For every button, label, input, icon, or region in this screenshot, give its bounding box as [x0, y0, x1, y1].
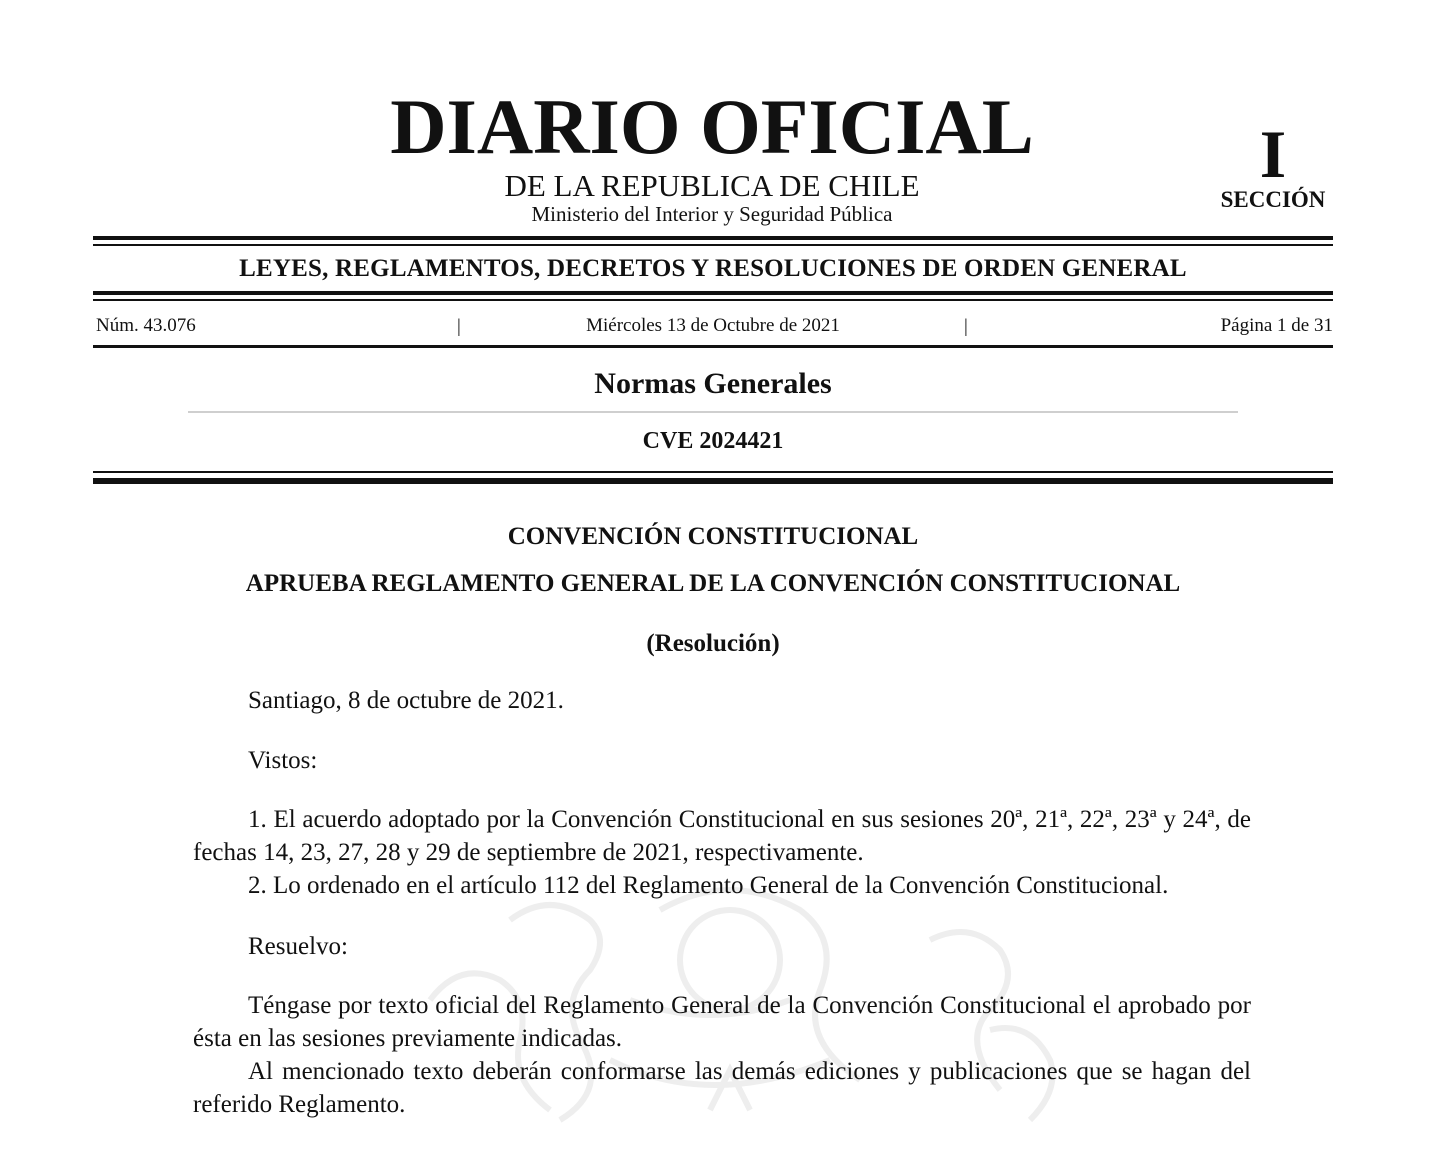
masthead-title: DIARIO OFICIAL: [390, 83, 1034, 170]
section-title: Normas Generales: [594, 367, 832, 400]
visto-item-2: 2. Lo ordenado en el artículo 112 del Reglamento General de la Convención Constitucional.: [248, 872, 1169, 899]
section-number: I: [1259, 116, 1287, 192]
document-issuer: CONVENCIÓN CONSTITUCIONAL: [507, 523, 919, 550]
section-label: SECCIÓN: [1220, 187, 1326, 212]
issue-date: Miércoles 13 de Octubre de 2021: [586, 315, 840, 336]
rule-header-end-thin: [93, 471, 1333, 473]
rule-header-end-thick: [93, 478, 1333, 484]
cve-code: CVE 2024421: [642, 428, 784, 454]
rule-top-thin: [93, 244, 1333, 246]
meta-separator-right: |: [964, 316, 968, 337]
resuelvo-paragraph-2: Al mencionado texto deberán conformarse las demás ediciones y publicaciones que se hagan del referido Reglamento.: [193, 1058, 1251, 1118]
visto-item-1: 1. El acuerdo adoptado por la Convención Constitucional en sus sesiones 20ª, 21ª, 22ª, 23ª y 24ª, de fechas 14, 23, 27, 28 y 29 de septiembre de 2021, respectivamente.: [193, 806, 1251, 866]
rule-band-thin: [93, 299, 1333, 301]
band-title: LEYES, REGLAMENTOS, DECRETOS Y RESOLUCIONES DE ORDEN GENERAL: [239, 255, 1187, 282]
rule-top-thick: [93, 236, 1333, 240]
document-title: APRUEBA REGLAMENTO GENERAL DE LA CONVENCIÓN CONSTITUCIONAL: [245, 570, 1181, 597]
resuelvo-paragraph-1: Téngase por texto oficial del Reglamento General de la Convención Constitucional el aprobado por ésta en las sesiones previamente indicadas.: [193, 992, 1251, 1052]
resuelvo-label: Resuelvo:: [248, 933, 348, 960]
document-type: (Resolución): [646, 630, 780, 657]
meta-separator-left: |: [457, 316, 461, 337]
masthead-ministry: Ministerio del Interior y Seguridad Pública: [531, 202, 893, 226]
rule-meta: [93, 345, 1333, 348]
masthead-subtitle: DE LA REPUBLICA DE CHILE: [504, 168, 920, 203]
rule-band-thick: [93, 291, 1333, 295]
page-indicator: Página 1 de 31: [1220, 315, 1333, 336]
place-date: Santiago, 8 de octubre de 2021.: [248, 687, 564, 714]
section-divider: [188, 411, 1238, 413]
issue-number: Núm. 43.076: [96, 315, 196, 336]
vistos-label: Vistos:: [248, 747, 318, 774]
